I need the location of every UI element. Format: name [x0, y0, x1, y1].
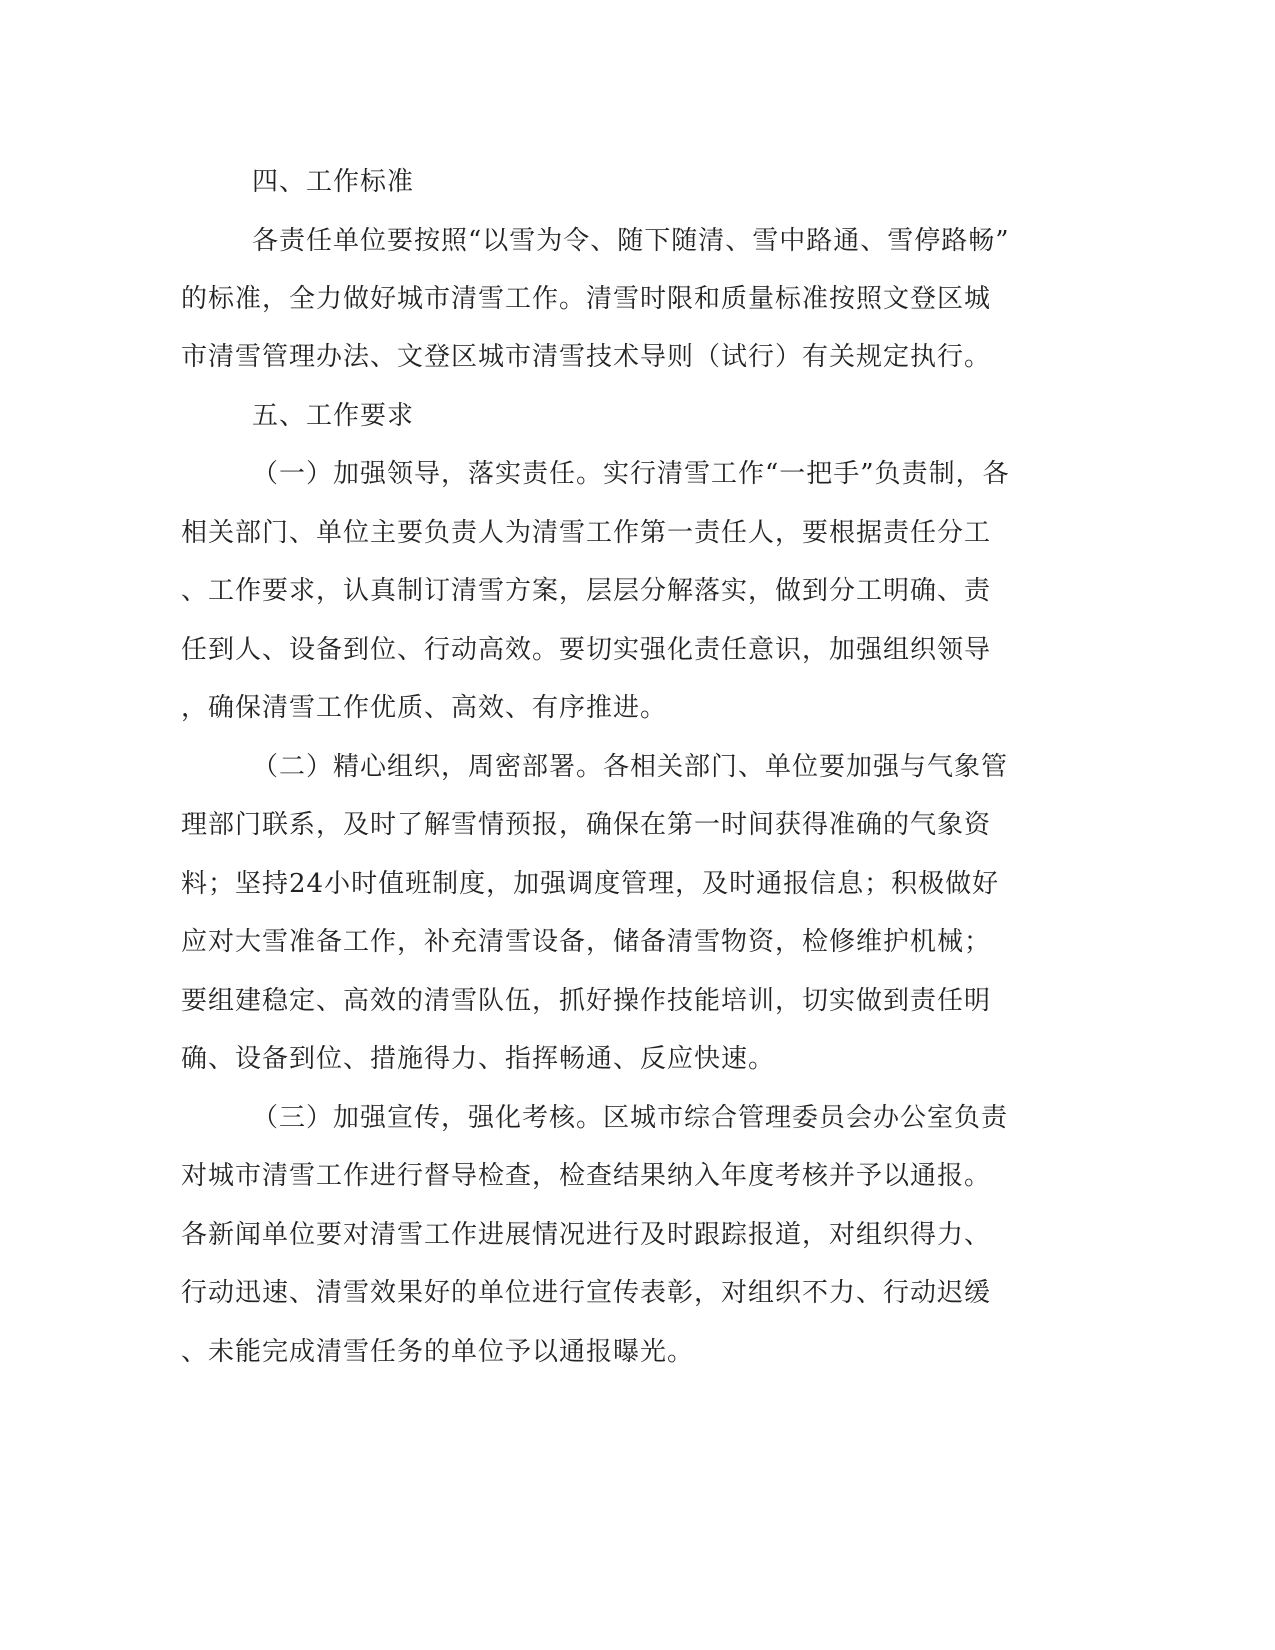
- section-heading-work-requirements: 五、工作要求: [252, 401, 415, 431]
- paragraph-line: 各新闻单位要对清雪工作进展情况进行及时跟踪报道，对组织得力、: [181, 1220, 992, 1250]
- paragraph-line: 、未能完成清雪任务的单位予以通报曝光。: [181, 1337, 695, 1367]
- paragraph-line: （一）加强领导，落实责任。实行清雪工作“一把手”负责制，各: [252, 459, 1010, 489]
- paragraph-line: 要组建稳定、高效的清雪队伍，抓好操作技能培训，切实做到责任明: [181, 986, 992, 1016]
- paragraph-line: 行动迅速、清雪效果好的单位进行宣传表彰，对组织不力、行动迟缓: [181, 1278, 992, 1308]
- paragraph-line: 对城市清雪工作进行督导检查，检查结果纳入年度考核并予以通报。: [181, 1161, 992, 1191]
- paragraph-line: （二）精心组织，周密部署。各相关部门、单位要加强与气象管: [252, 752, 1009, 782]
- paragraph-line: 应对大雪准备工作，补充清雪设备，储备清雪物资，检修维护机械；: [181, 927, 992, 957]
- section-heading-work-standards: 四、工作标准: [252, 167, 415, 197]
- paragraph-line: 确、设备到位、措施得力、指挥畅通、反应快速。: [181, 1044, 776, 1074]
- paragraph-line: （三）加强宣传，强化考核。区城市综合管理委员会办公室负责: [252, 1103, 1009, 1133]
- paragraph-line: 料；坚持24小时值班制度，加强调度管理，及时通报信息；积极做好: [181, 869, 1000, 899]
- paragraph-line: ，确保清雪工作优质、高效、有序推进。: [181, 693, 668, 723]
- paragraph-line: 各责任单位要按照“以雪为令、随下随清、雪中路通、雪停路畅”: [252, 226, 1010, 256]
- paragraph-line: 、工作要求，认真制订清雪方案，层层分解落实，做到分工明确、责: [181, 576, 992, 606]
- paragraph-line: 相关部门、单位主要负责人为清雪工作第一责任人，要根据责任分工: [181, 518, 992, 548]
- paragraph-line: 的标准，全力做好城市清雪工作。清雪时限和质量标准按照文登区城: [181, 284, 992, 314]
- paragraph-line: 理部门联系，及时了解雪情预报，确保在第一时间获得准确的气象资: [181, 810, 992, 840]
- paragraph-line: 市清雪管理办法、文登区城市清雪技术导则（试行）有关规定执行。: [181, 342, 992, 372]
- paragraph-line: 任到人、设备到位、行动高效。要切实强化责任意识，加强组织领导: [181, 635, 992, 665]
